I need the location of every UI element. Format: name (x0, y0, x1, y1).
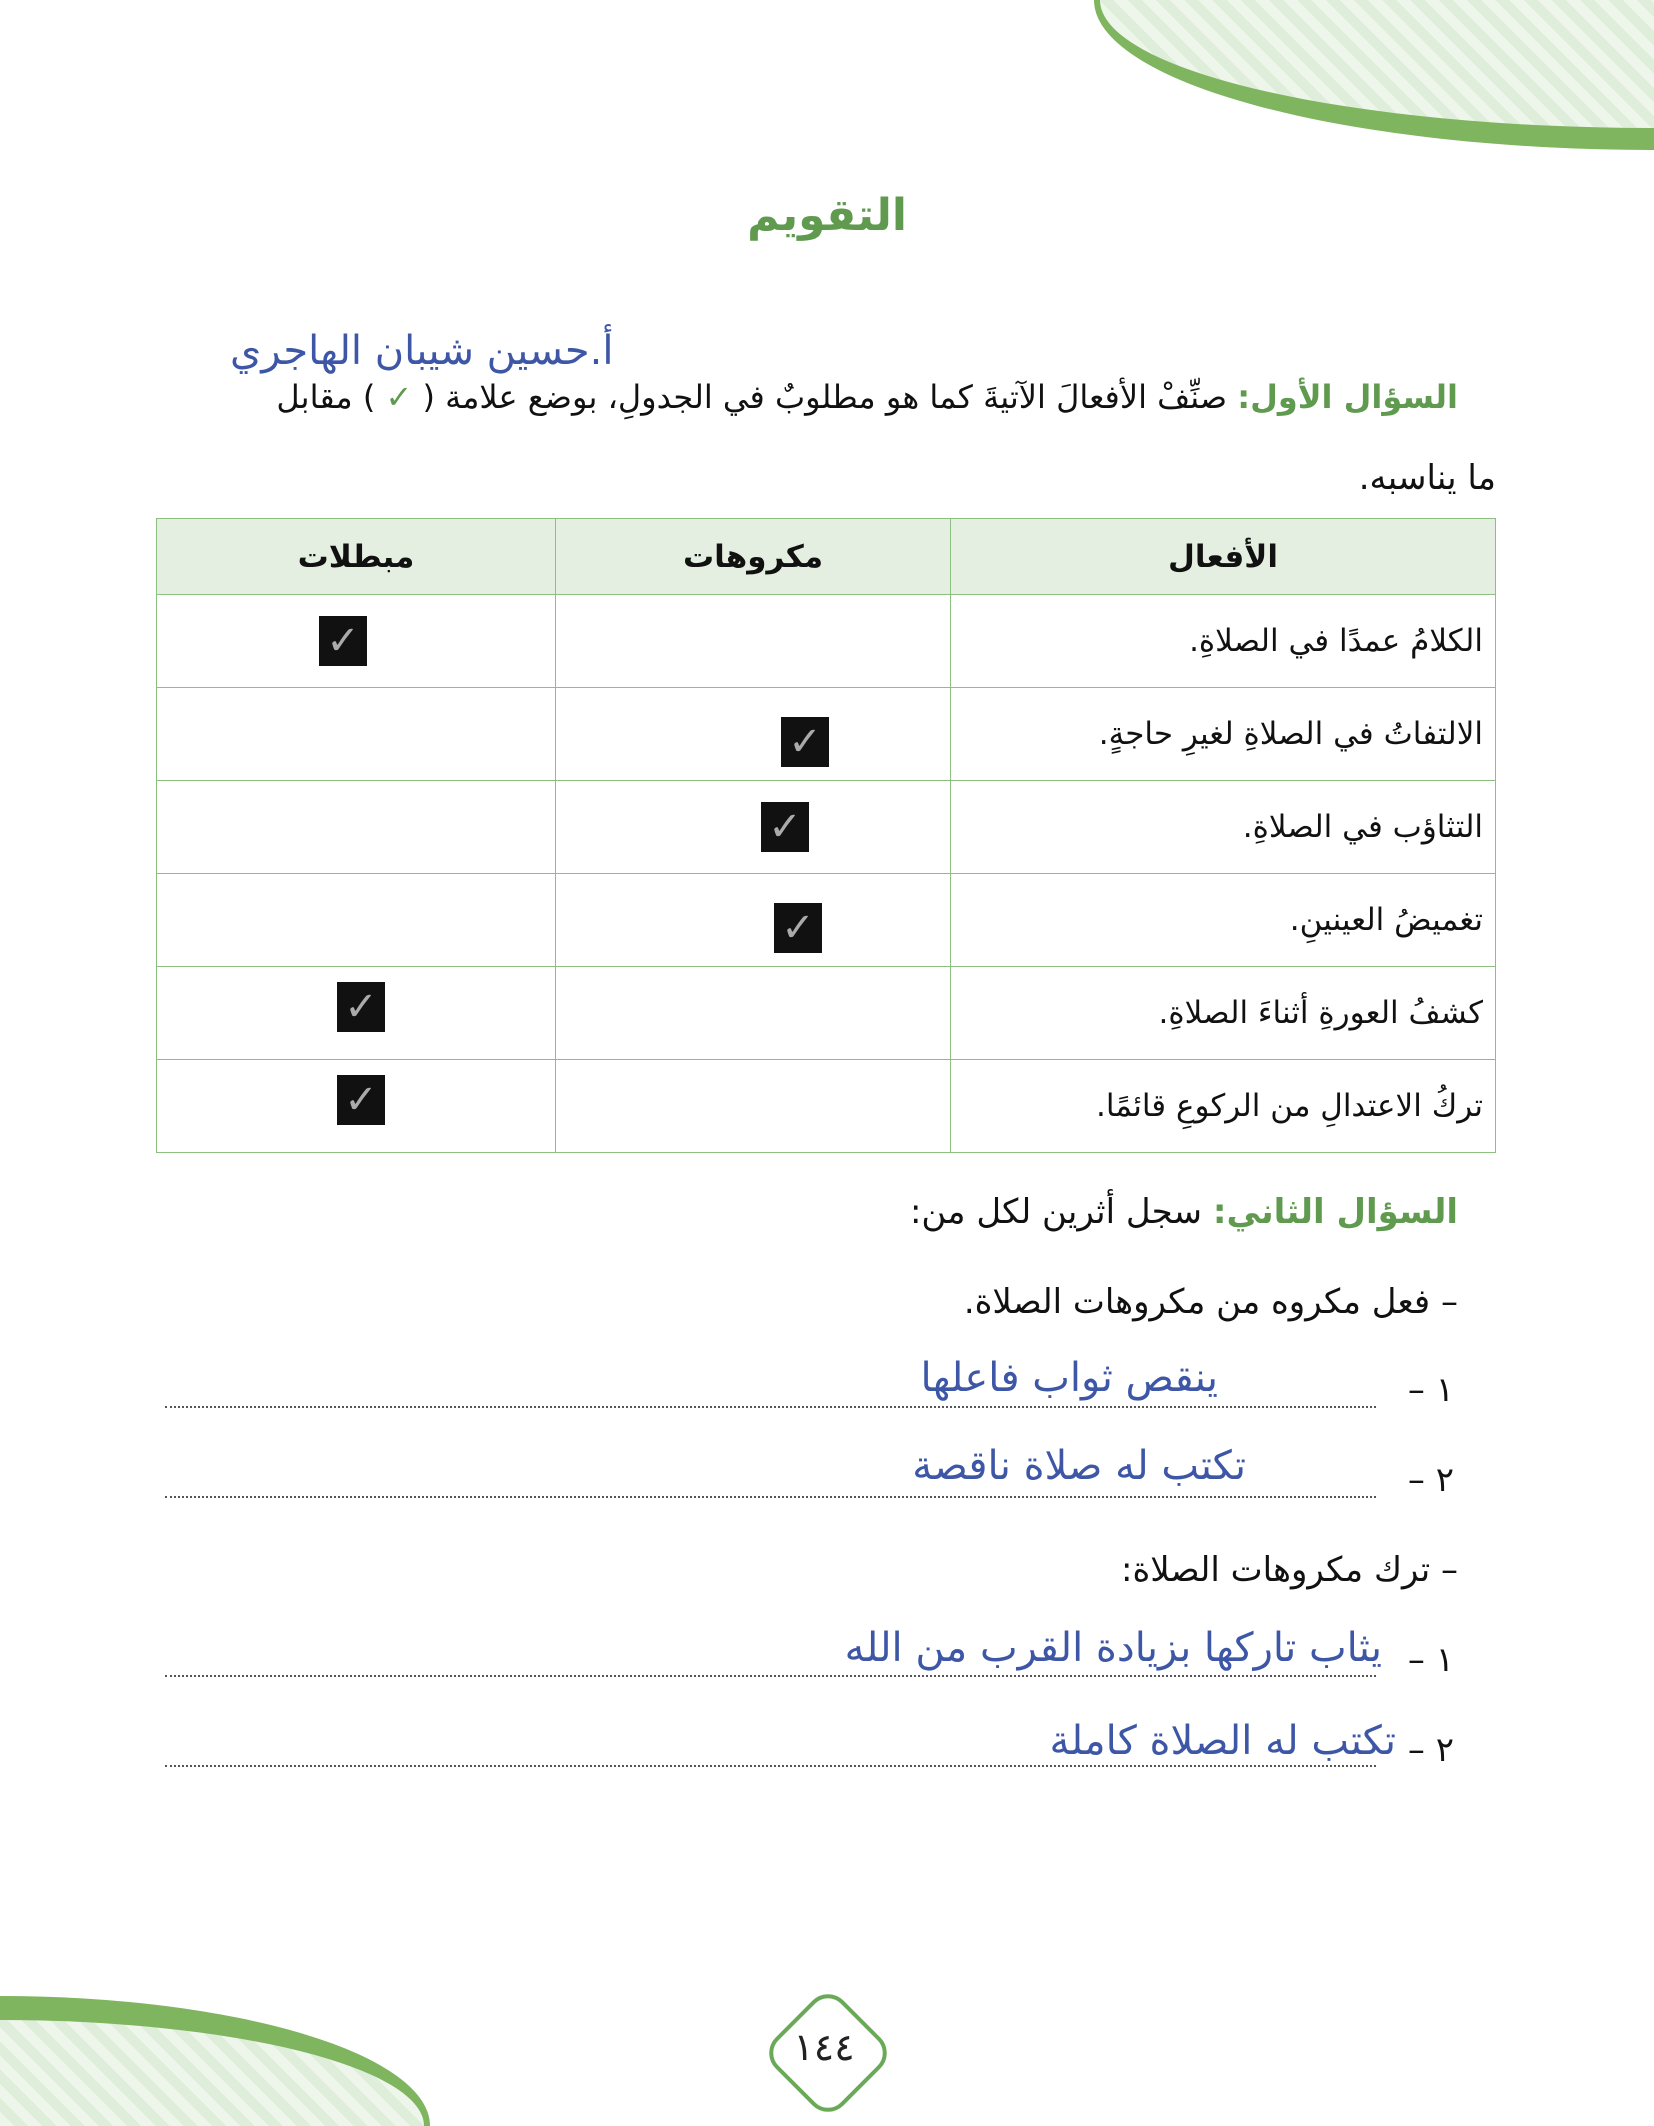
makruh-cell[interactable] (556, 874, 951, 967)
section1-heading: – فعل مكروه من مكروهات الصلاة. (963, 1282, 1458, 1322)
action-cell: تغميضُ العينينِ. (951, 874, 1496, 967)
check-icon: ✓ (385, 378, 413, 416)
answer-number: ١ – (1407, 1640, 1454, 1680)
mubtil-cell[interactable] (157, 874, 556, 967)
action-cell: الكلامُ عمدًا في الصلاةِ. (951, 595, 1496, 688)
decorative-footer-ornament (0, 1996, 430, 2126)
makruh-cell[interactable] (556, 688, 951, 781)
mubtil-cell[interactable] (157, 967, 556, 1060)
table-row (157, 874, 1496, 967)
checkbox-checked-icon[interactable]: ✓ (337, 982, 385, 1032)
header-actions: الأفعال (951, 519, 1496, 595)
answer-text[interactable]: يثاب تاركها بزيادة القرب من الله (844, 1625, 1382, 1671)
question1-text-after: ) مقابل (276, 378, 376, 416)
question1-line2: ما يناسبه. (1358, 458, 1496, 498)
action-cell: الالتفاتُ في الصلاةِ لغيرِ حاجةٍ. (951, 688, 1496, 781)
header-makruh: مكروهات (556, 519, 951, 595)
answer-line (165, 1496, 1376, 1498)
table-row (157, 967, 1496, 1060)
action-cell: التثاؤب في الصلاةِ. (951, 781, 1496, 874)
action-cell: تركُ الاعتدالِ من الركوعِ قائمًا. (951, 1060, 1496, 1153)
mubtil-cell[interactable] (157, 1060, 556, 1153)
mubtil-cell[interactable] (157, 781, 556, 874)
decorative-header-ornament (1094, 0, 1654, 150)
page-number: ١٤٤ (793, 2025, 855, 2069)
checkbox-checked-icon[interactable]: ✓ (337, 1075, 385, 1125)
checkbox-checked-icon[interactable]: ✓ (781, 717, 829, 767)
checkbox-checked-icon[interactable]: ✓ (319, 616, 367, 666)
table-row (157, 595, 1496, 688)
answer-text[interactable]: تكتب له صلاة ناقصة (912, 1443, 1246, 1489)
mubtil-cell[interactable] (157, 688, 556, 781)
question2 (910, 1192, 1458, 1232)
question1-text: صنِّفْ الأفعالَ الآتيةَ كما هو مطلوبٌ في الجدولِ، بوضع علامة ( (422, 378, 1228, 416)
classification-table (156, 518, 1496, 1153)
mubtil-cell[interactable] (157, 595, 556, 688)
question1-label: السؤال الأول: (1237, 378, 1458, 416)
answer-number: ٢ – (1407, 1730, 1454, 1770)
table-row (157, 781, 1496, 874)
answer-line (165, 1406, 1376, 1408)
makruh-cell[interactable] (556, 967, 951, 1060)
answer-line (165, 1675, 1376, 1677)
section2-heading: – ترك مكروهات الصلاة: (1121, 1550, 1458, 1590)
header-mubtil: مبطلات (157, 519, 556, 595)
table-row (157, 1060, 1496, 1153)
question2-text: سجل أثرين لكل من: (909, 1192, 1203, 1232)
action-cell: كشفُ العورةِ أثناءَ الصلاةِ. (951, 967, 1496, 1060)
checkbox-checked-icon[interactable]: ✓ (761, 802, 809, 852)
question1 (150, 378, 1458, 416)
answer-text[interactable]: تكتب له الصلاة كاملة (1049, 1718, 1396, 1764)
question2-label: السؤال الثاني: (1212, 1192, 1458, 1232)
page-title: التقويم (747, 190, 907, 241)
teacher-name: أ.حسين شيبان الهاجري (230, 328, 614, 374)
answer-number: ١ – (1407, 1370, 1454, 1410)
makruh-cell[interactable] (556, 595, 951, 688)
answer-text[interactable]: ينقص ثواب فاعلها (920, 1355, 1218, 1401)
makruh-cell[interactable] (556, 781, 951, 874)
makruh-cell[interactable] (556, 1060, 951, 1153)
answer-number: ٢ – (1407, 1460, 1454, 1500)
checkbox-checked-icon[interactable]: ✓ (774, 903, 822, 953)
table-row (157, 688, 1496, 781)
answer-line (165, 1765, 1376, 1767)
